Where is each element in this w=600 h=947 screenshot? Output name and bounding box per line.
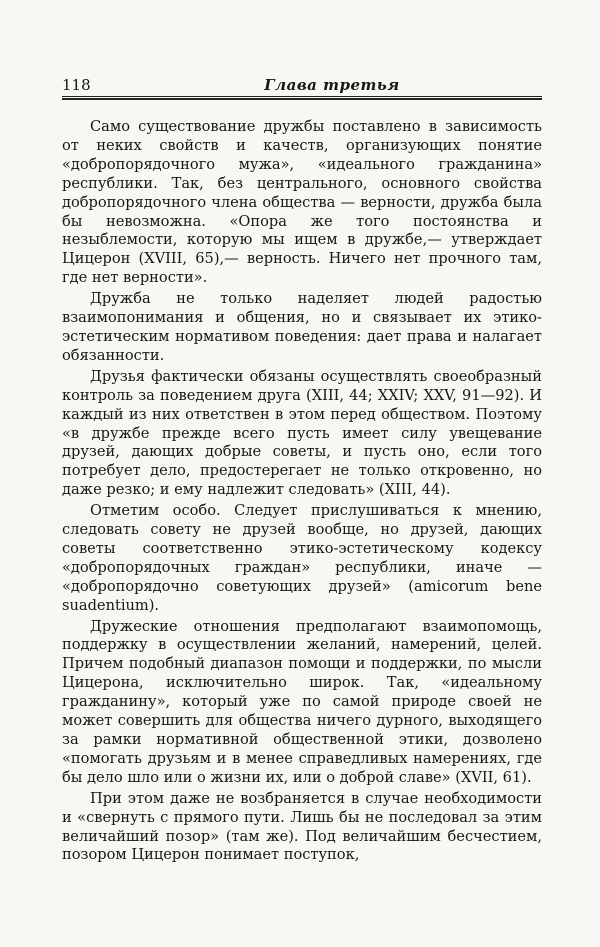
paragraph: Отметим особо. Следует прислушиваться к мнению, следовать совету не друзей вообще, но друзей, дающих советы соответственно этико-эстетическому кодексу «добропорядочных граждан» республики, иначе — «добропорядочно советующих друзей» (amicorum bene suadentium).	[62, 502, 542, 614]
paragraph: Само существование дружбы поставлено в зависимость от некиx свойств и качеств, организующих понятие «добропорядочного мужа», «идеального гражданина» республики. Так, без центрального, основного свойства добропорядочного члена общества — верности, дружба была бы невозможна. «Опора же того постоянства и незыблемости, которую мы ищем в дружбе,— утверждает Цицерон (XVIII, 65),— верность. Ничего нет прочного там, где нет верности».	[62, 118, 542, 287]
paragraph: Дружба не только наделяет людей радостью взаимопонимания и общения, но и связывает их этико-эстетическим нормативом поведения: дает права и налагает обязанности.	[62, 290, 542, 364]
paragraph: Друзья фактически обязаны осуществлять своеобразный контроль за поведением друга (XIII, 44; XXIV; XXV, 91—92). И каждый из них ответствен в этом перед обществом. Поэтому «в дружбе прежде всего пусть имеет силу увещевание друзей, дающих добрые советы, и пусть оно, если того потребует дело, предостерегает не только откровенно, но даже резко; и ему надлежит следовать» (XIII, 44).	[62, 367, 542, 499]
chapter-title: Глава третья	[264, 76, 400, 94]
paragraph: Дружеские отношения предполагают взаимопомощь, поддержку в осуществлении желаний, намерений, целей. Причем подобный диапазон помощи и поддержки, по мысли Цицерона, исключительно широк. Так, «идеальному гражданину», который уже по самой природе своей не может совершить для общества ничего дурного, выходящего за рамки нормативной общественной этики, дозволено «помогать друзьям и в менее справедливых намерениях, где бы дело шло или о жизни их, или о доброй славе» (XVII, 61).	[62, 617, 542, 786]
paragraph: При этом даже не возбраняется в случае необходимости и «свернуть с прямого пути. Лишь бы не последовал за этим величайший позор» (там же). Под величайшим бесчестием, позором Цицерон понимает поступок,	[62, 789, 542, 864]
body-text	[62, 118, 542, 865]
page-number: 118	[62, 76, 91, 94]
header-rule	[62, 96, 542, 100]
running-header	[62, 76, 542, 96]
